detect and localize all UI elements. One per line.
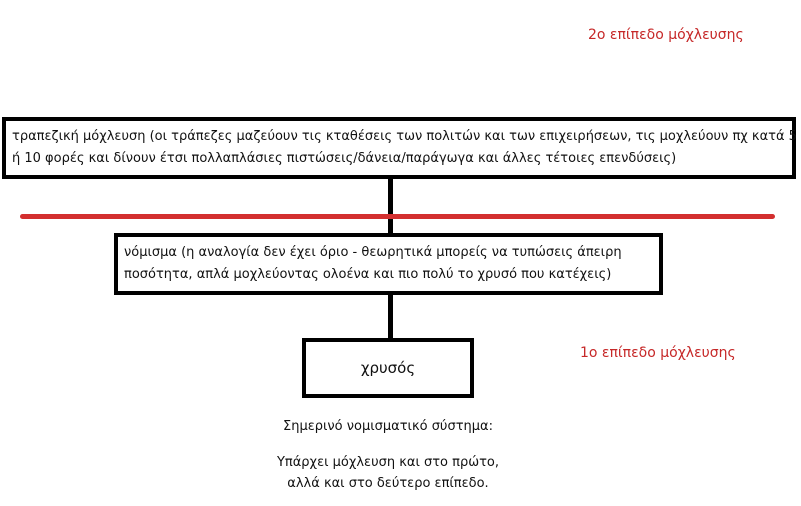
banking-leverage-box	[2, 117, 796, 179]
currency-box	[114, 233, 663, 295]
caption-line-2: Υπάρχει μόχλευση και στο πρώτο,	[276, 455, 500, 470]
gold-label: χρυσός	[360, 359, 416, 377]
caption-line-3: αλλά και στο δεύτερο επίπεδο.	[287, 476, 489, 491]
caption-line-1: Σημερινό νομισματικό σύστημα:	[283, 419, 493, 434]
currency-text-line-2: ποσότητα, απλά μοχλεύοντας ολοένα και πιο πολύ το χρυσό που κατέχεις)	[124, 267, 612, 282]
level-1-label: 1ο επίπεδο μόχλευσης	[580, 345, 736, 361]
banking-leverage-text-line-2: ή 10 φορές και δίνουν έτσι πολλαπλάσιες πιστώσεις/δάνεια/παράγωγα και άλλες τέτοιες επενδύσεις)	[12, 151, 677, 166]
level-2-label: 2ο επίπεδο μόχλευσης	[588, 27, 744, 43]
connector-money-gold	[388, 294, 393, 340]
connector-banking-money	[388, 178, 393, 234]
gold-box	[302, 338, 474, 398]
currency-text-line-1: νόμισμα (η αναλογία δεν έχει όριο - θεωρητικά μπορείς να τυπώσεις άπειρη	[124, 245, 622, 260]
level-separator-line	[20, 214, 775, 219]
caption	[238, 416, 538, 494]
banking-leverage-text-line-1: τραπεζική μόχλευση (οι τράπεζες μαζεύουν τις κταθέσεις των πολιτών και των επιχειρήσεων, τις μοχλεύουν πχ κατά 5	[12, 129, 797, 144]
